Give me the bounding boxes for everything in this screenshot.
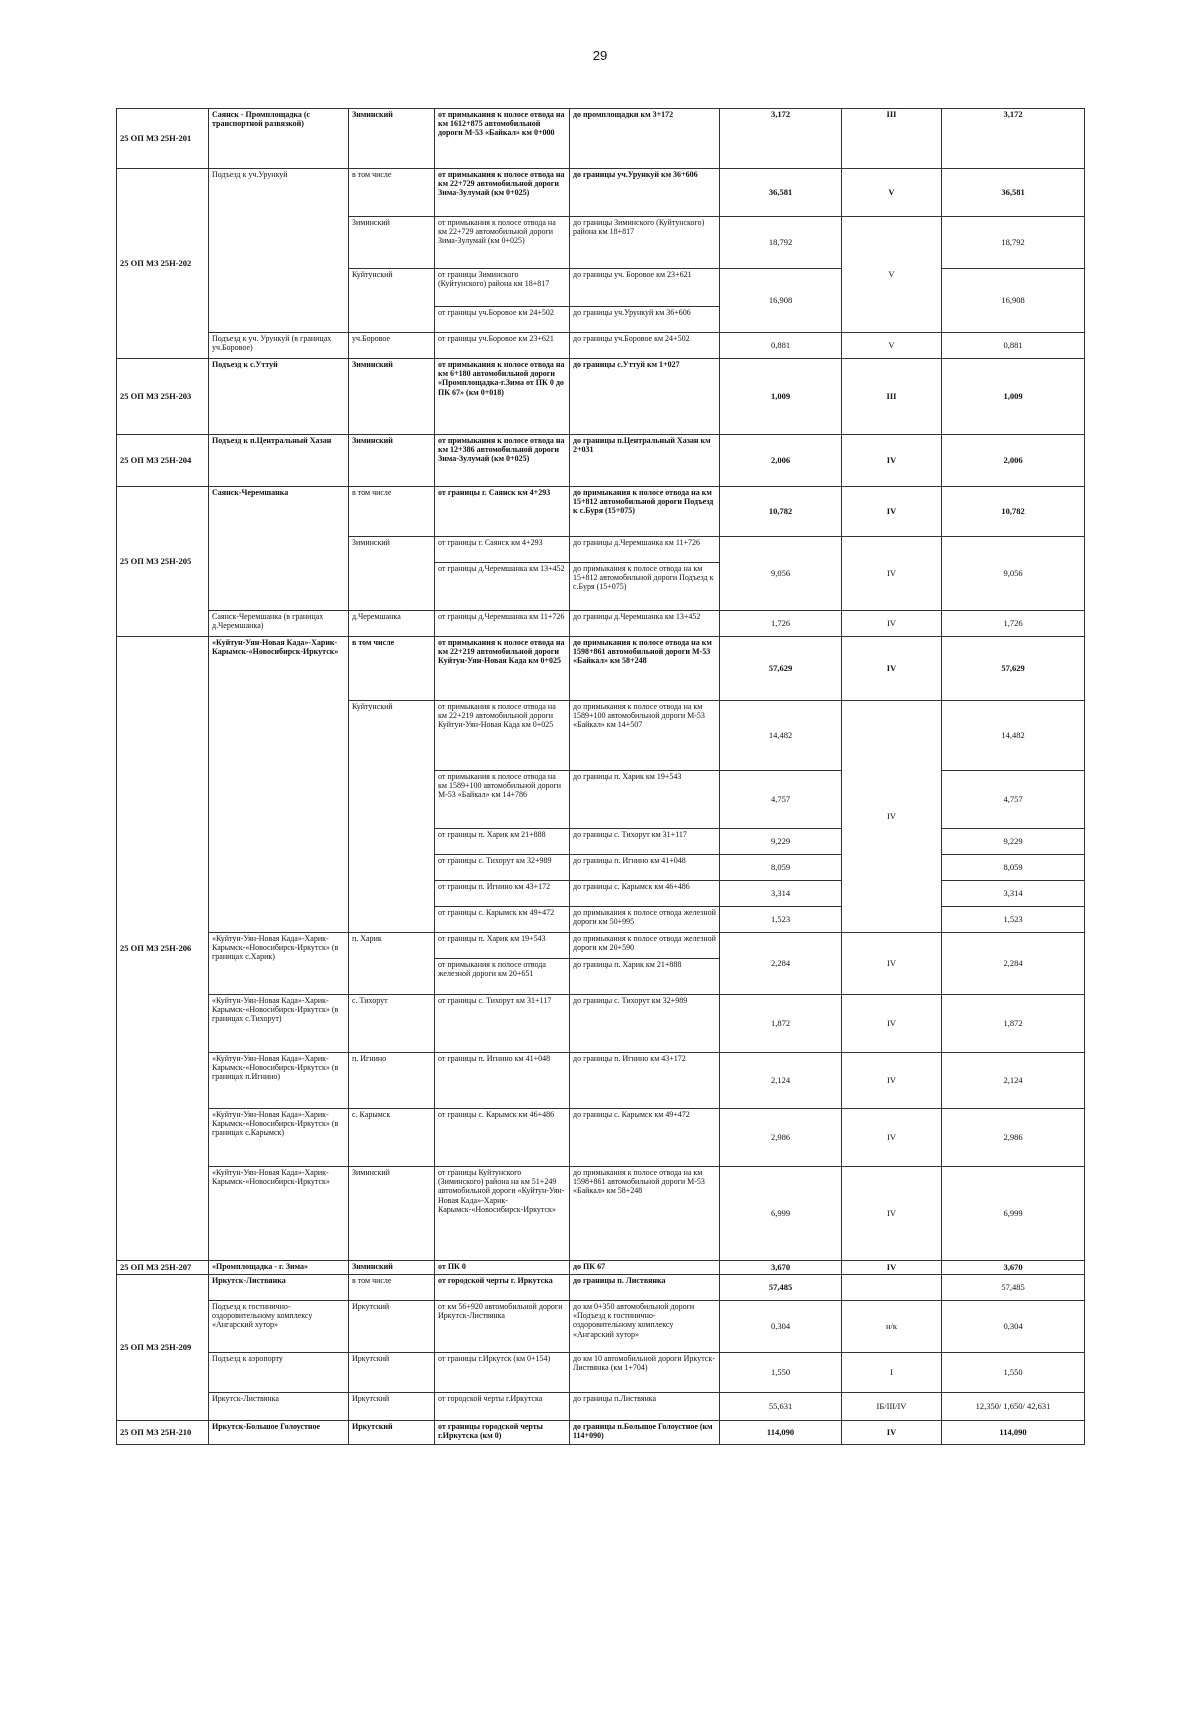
table-row	[117, 637, 1085, 701]
segment-to: до границы с. Карымск км 49+472	[570, 1109, 720, 1167]
district: Зиминский	[349, 1261, 435, 1275]
segment-from: от границы с. Тихорут км 31+117	[435, 995, 570, 1053]
district: в том числе	[349, 169, 435, 217]
district: д.Черемшанка	[349, 611, 435, 637]
segment-length: 6,999	[720, 1167, 842, 1261]
length-total: 2,006	[942, 435, 1085, 487]
length-total: 0,881	[942, 333, 1085, 359]
table-row	[117, 435, 1085, 487]
segment-from: от границы уч.Боровое км 24+502	[435, 307, 570, 333]
length-total: 4,757	[942, 771, 1085, 829]
road-category: IV	[842, 1421, 942, 1445]
road-category: III	[842, 109, 942, 169]
segment-from: от границы Зиминского (Куйтунского) района км 18+817	[435, 269, 570, 307]
segment-length: 10,782	[720, 487, 842, 537]
segment-from: от границы с. Карымск км 49+472	[435, 907, 570, 933]
segment-to: до примыкания к полосе отвода железной дороги км 50+995	[570, 907, 720, 933]
road-category: V	[842, 217, 942, 333]
segment-length: 16,908	[720, 269, 842, 333]
road-name: Подъезд к аэропорту	[209, 1353, 349, 1393]
segment-from: от городской черты г.Иркутска	[435, 1393, 570, 1421]
segment-to: до границы Зиминского (Куйтунского) района км 18+817	[570, 217, 720, 269]
segment-to: до примыкания к полосе отвода железной дороги км 20+590	[570, 933, 720, 959]
length-total: 18,792	[942, 217, 1085, 269]
table-row	[117, 109, 1085, 169]
road-name: Иркутск-Большое Голоустное	[209, 1421, 349, 1445]
segment-to: до границы уч.Урункуй км 36+606	[570, 169, 720, 217]
road-category: V	[842, 333, 942, 359]
length-total: 57,629	[942, 637, 1085, 701]
segment-from: от км 56+920 автомобильной дороги Иркутск-Листвянка	[435, 1301, 570, 1353]
segment-length: 1,009	[720, 359, 842, 435]
segment-length: 2,284	[720, 933, 842, 995]
segment-to: до границы п. Листвянка	[570, 1275, 720, 1301]
road-register-table	[116, 108, 1085, 1445]
table-row	[117, 169, 1085, 217]
segment-from: от границы уч.Боровое км 23+621	[435, 333, 570, 359]
segment-to: до границы п. Игнино км 41+048	[570, 855, 720, 881]
segment-from: от городской черты г. Иркутска	[435, 1275, 570, 1301]
segment-length: 3,314	[720, 881, 842, 907]
table-row	[117, 1301, 1085, 1353]
road-name: Подъезд к п.Центральный Хазан	[209, 435, 349, 487]
length-total: 12,350/ 1,650/ 42,631	[942, 1393, 1085, 1421]
table-row	[117, 1353, 1085, 1393]
district: Зиминский	[349, 435, 435, 487]
road-name: «Куйтун-Уян-Новая Када»-Харик-Карымск-«Новосибирск-Иркутск» (в границах п.Игнино)	[209, 1053, 349, 1109]
segment-length: 114,090	[720, 1421, 842, 1445]
road-name: Подъезд к уч. Урункуй (в границах уч.Боровое)	[209, 333, 349, 359]
table-row	[117, 487, 1085, 537]
road-name: Подъезд к гостинично-оздоровительному комплексу «Ангарский хутор»	[209, 1301, 349, 1353]
table-row	[117, 333, 1085, 359]
segment-to: до границы п.Большое Голоустное (км 114+090)	[570, 1421, 720, 1445]
district: п. Харик	[349, 933, 435, 995]
segment-to: до границы уч.Урункуй км 36+606	[570, 307, 720, 333]
table-row	[117, 1421, 1085, 1445]
table-row	[117, 1393, 1085, 1421]
road-category: IБ/III/IV	[842, 1393, 942, 1421]
district: Куйтунский	[349, 701, 435, 933]
segment-from: от границы г. Саянск км 4+293	[435, 487, 570, 537]
segment-from: от границы с. Карымск км 46+486	[435, 1109, 570, 1167]
length-total: 2,986	[942, 1109, 1085, 1167]
road-code: 25 ОП МЗ 25Н-206	[117, 637, 209, 1261]
segment-length: 2,124	[720, 1053, 842, 1109]
segment-length: 4,757	[720, 771, 842, 829]
segment-length: 1,872	[720, 995, 842, 1053]
road-name: «Куйтун-Уян-Новая Када»-Харик-Карымск-«Новосибирск-Иркутск» (в границах с.Харик)	[209, 933, 349, 995]
segment-length: 2,986	[720, 1109, 842, 1167]
table-row	[117, 359, 1085, 435]
road-code: 25 ОП МЗ 25Н-209	[117, 1275, 209, 1421]
road-name: Саянск - Промплощадка (с транспортной развязкой)	[209, 109, 349, 169]
road-name: «Куйтун-Уян-Новая Када»-Харик-Карымск-«Новосибирск-Иркутск» (в границах с.Тихорут)	[209, 995, 349, 1053]
segment-from: от границы городской черты г.Иркутска (км 0)	[435, 1421, 570, 1445]
road-name: Саянск-Черемшанка (в границах д.Черемшанка)	[209, 611, 349, 637]
segment-length: 9,229	[720, 829, 842, 855]
length-total: 1,726	[942, 611, 1085, 637]
segment-to: до примыкания к полосе отвода на км 1598+861 автомобильной дороги М-53 «Байкал» км 58+248	[570, 637, 720, 701]
length-total: 3,314	[942, 881, 1085, 907]
district: Иркутский	[349, 1353, 435, 1393]
segment-from: от примыкания к полосе отвода на км 22+729 автомобильной дороги Зима-Зулумай (км 0+025)	[435, 169, 570, 217]
length-total: 9,229	[942, 829, 1085, 855]
road-code: 25 ОП МЗ 25Н-207	[117, 1261, 209, 1275]
segment-to: до границы с. Карымск км 46+486	[570, 881, 720, 907]
segment-to: до границы уч.Боровое км 24+502	[570, 333, 720, 359]
length-total: 1,872	[942, 995, 1085, 1053]
segment-to: до границы д.Черемшанка км 11+726	[570, 537, 720, 563]
road-category: IV	[842, 701, 942, 933]
road-name: Саянск-Черемшанка	[209, 487, 349, 611]
district: в том числе	[349, 637, 435, 701]
segment-to: до примыкания к полосе отвода на км 15+812 автомобильной дороги Подъезд к с.Буря (15+075)	[570, 563, 720, 611]
segment-length: 55,631	[720, 1393, 842, 1421]
segment-to: до примыкания к полосе отвода на км 1598+861 автомобильной дороги М-53 «Байкал» км 58+248	[570, 1167, 720, 1261]
segment-from: от примыкания к полосе отвода на км 1589+100 автомобильной дороги М-53 «Байкал» км 14+786	[435, 771, 570, 829]
segment-length: 1,726	[720, 611, 842, 637]
road-category: IV	[842, 1261, 942, 1275]
segment-from: от ПК 0	[435, 1261, 570, 1275]
road-code: 25 ОП МЗ 25Н-202	[117, 169, 209, 359]
length-total: 1,550	[942, 1353, 1085, 1393]
length-total: 6,999	[942, 1167, 1085, 1261]
length-total: 14,482	[942, 701, 1085, 771]
segment-to: до км 10 автомобильной дороги Иркутск-Листвянка (км 1+704)	[570, 1353, 720, 1393]
road-category: III	[842, 359, 942, 435]
segment-to: до границы с. Тихорут км 32+989	[570, 995, 720, 1053]
segment-to: до границы п.Листвянка	[570, 1393, 720, 1421]
road-category: IV	[842, 1053, 942, 1109]
segment-length: 0,304	[720, 1301, 842, 1353]
length-total: 0,304	[942, 1301, 1085, 1353]
segment-length: 1,523	[720, 907, 842, 933]
segment-length: 1,550	[720, 1353, 842, 1393]
table-row	[117, 1053, 1085, 1109]
length-total: 9,056	[942, 537, 1085, 611]
segment-to: до примыкания к полосе отвода на км 1589+100 автомобильной дороги М-53 «Байкал» км 14+507	[570, 701, 720, 771]
road-category: IV	[842, 487, 942, 537]
segment-from: от примыкания к полосе отвода на км 22+219 автомобильной дороги Куйтун-Уян-Новая Када км 0+025	[435, 637, 570, 701]
segment-to: до ПК 67	[570, 1261, 720, 1275]
segment-from: от границы п. Харик км 21+888	[435, 829, 570, 855]
district: Иркутский	[349, 1301, 435, 1353]
segment-to: до примыкания к полосе отвода на км 15+812 автомобильной дороги Подъезд к с.Буря (15+075)	[570, 487, 720, 537]
road-name: «Куйтун-Уян-Новая Када»-Харик-Карымск-«Новосибирск-Иркутск»	[209, 1167, 349, 1261]
segment-length: 9,056	[720, 537, 842, 611]
district: Зиминский	[349, 1167, 435, 1261]
segment-length: 0,881	[720, 333, 842, 359]
road-category: IV	[842, 1167, 942, 1261]
segment-to: до км 0+350 автомобильной дороги «Подъезд к гостинично-оздоровительному комплексу «Ангарский хутор»	[570, 1301, 720, 1353]
table-row	[117, 1109, 1085, 1167]
road-name: Подъезд к с.Уттуй	[209, 359, 349, 435]
road-code: 25 ОП МЗ 25Н-201	[117, 109, 209, 169]
segment-from: от примыкания к полосе отвода на км 12+386 автомобильной дороги Зима-Зулумай (км 0+025)	[435, 435, 570, 487]
segment-from: от границы г. Саянск км 4+293	[435, 537, 570, 563]
road-code: 25 ОП МЗ 25Н-210	[117, 1421, 209, 1445]
segment-from: от границы п. Игнино км 41+048	[435, 1053, 570, 1109]
road-category: IV	[842, 611, 942, 637]
road-name: «Куйтун-Уян-Новая Када»-Харик-Карымск-«Новосибирск-Иркутск» (в границах с.Карымск)	[209, 1109, 349, 1167]
district: Иркутский	[349, 1393, 435, 1421]
segment-length: 18,792	[720, 217, 842, 269]
segment-to: до границы п.Центральный Хазан км 2+031	[570, 435, 720, 487]
road-name: «Промплощадка - г. Зима»	[209, 1261, 349, 1275]
road-category: IV	[842, 995, 942, 1053]
table-row	[117, 933, 1085, 959]
segment-to: до промплощадки км 3+172	[570, 109, 720, 169]
segment-from: от примыкания к полосе отвода на км 22+729 автомобильной дороги Зима-Зулумай (км 0+025)	[435, 217, 570, 269]
road-name: Иркутск-Листвянка	[209, 1275, 349, 1301]
length-total: 2,284	[942, 933, 1085, 995]
length-total: 114,090	[942, 1421, 1085, 1445]
district: в том числе	[349, 1275, 435, 1301]
length-total: 57,485	[942, 1275, 1085, 1301]
length-total: 16,908	[942, 269, 1085, 333]
segment-from: от границы п. Игнино км 43+172	[435, 881, 570, 907]
length-total: 3,172	[942, 109, 1085, 169]
road-category: V	[842, 169, 942, 217]
road-code: 25 ОП МЗ 25Н-204	[117, 435, 209, 487]
road-category: IV	[842, 537, 942, 611]
road-name: «Куйтун-Уян-Новая Када»-Харик-Карымск-«Новосибирск-Иркутск»	[209, 637, 349, 933]
segment-to: до границы п. Харик км 21+888	[570, 959, 720, 995]
road-code: 25 ОП МЗ 25Н-203	[117, 359, 209, 435]
length-total: 36,581	[942, 169, 1085, 217]
district: Зиминский	[349, 109, 435, 169]
segment-length: 36,581	[720, 169, 842, 217]
district: Зиминский	[349, 537, 435, 611]
table-row	[117, 611, 1085, 637]
segment-from: от границы д.Черемшанка км 13+452	[435, 563, 570, 611]
segment-from: от примыкания к полосе отвода на км 6+180 автомобильной дороги «Промплощадка-г.Зима от ПК 0 до ПК 67» (км 0+018)	[435, 359, 570, 435]
table-row	[117, 995, 1085, 1053]
segment-from: от границы Куйтунского (Зиминского) района на км 51+249 автомобильной дороги «Куйтун-Уян-Новая Када»-Харик-Карымск-«Новосибирск-Иркутск»	[435, 1167, 570, 1261]
district: с. Тихорут	[349, 995, 435, 1053]
length-total: 10,782	[942, 487, 1085, 537]
length-total: 8,059	[942, 855, 1085, 881]
road-category: IV	[842, 637, 942, 701]
district: Зиминский	[349, 359, 435, 435]
table-row	[117, 1275, 1085, 1301]
district: в том числе	[349, 487, 435, 537]
road-name: Подъезд к уч.Урункуй	[209, 169, 349, 333]
segment-length: 3,670	[720, 1261, 842, 1275]
segment-length: 57,485	[720, 1275, 842, 1301]
district: с. Карымск	[349, 1109, 435, 1167]
district: Зиминский	[349, 217, 435, 269]
road-category: IV	[842, 1109, 942, 1167]
segment-to: до границы с.Уттуй км 1+027	[570, 359, 720, 435]
segment-from: от границы г.Иркутск (км 0+154)	[435, 1353, 570, 1393]
segment-to: до границы п. Игнино км 43+172	[570, 1053, 720, 1109]
table-row	[117, 1261, 1085, 1275]
road-category	[842, 1275, 942, 1301]
segment-from: от границы д.Черемшанка км 11+726	[435, 611, 570, 637]
segment-from: от примыкания к полосе отвода на км 1612+875 автомобильной дороги М-53 «Байкал» км 0+000	[435, 109, 570, 169]
district: уч.Боровое	[349, 333, 435, 359]
road-category: IV	[842, 435, 942, 487]
length-total: 1,009	[942, 359, 1085, 435]
district: Куйтунский	[349, 269, 435, 333]
segment-length: 2,006	[720, 435, 842, 487]
length-total: 2,124	[942, 1053, 1085, 1109]
road-code: 25 ОП МЗ 25Н-205	[117, 487, 209, 637]
segment-to: до границы д.Черемшанка км 13+452	[570, 611, 720, 637]
segment-to: до границы с. Тихорут км 31+117	[570, 829, 720, 855]
page-number: 29	[592, 48, 608, 63]
segment-from: от примыкания к полосе отвода на км 22+219 автомобильной дороги Куйтун-Уян-Новая Када км 0+025	[435, 701, 570, 771]
segment-from: от границы с. Тихорут км 32+989	[435, 855, 570, 881]
road-name: Иркутск-Листвянка	[209, 1393, 349, 1421]
segment-length: 14,482	[720, 701, 842, 771]
segment-length: 57,629	[720, 637, 842, 701]
segment-length: 8,059	[720, 855, 842, 881]
segment-to: до границы уч. Боровое км 23+621	[570, 269, 720, 307]
segment-length: 3,172	[720, 109, 842, 169]
district: п. Игнино	[349, 1053, 435, 1109]
segment-from: от границы п. Харик км 19+543	[435, 933, 570, 959]
district: Иркутский	[349, 1421, 435, 1445]
segment-to: до границы п. Харик км 19+543	[570, 771, 720, 829]
road-category: IV	[842, 933, 942, 995]
road-category: I	[842, 1353, 942, 1393]
length-total: 3,670	[942, 1261, 1085, 1275]
length-total: 1,523	[942, 907, 1085, 933]
segment-from: от примыкания к полосе отвода железной дороги км 20+651	[435, 959, 570, 995]
table-row	[117, 1167, 1085, 1261]
road-category: н/к	[842, 1301, 942, 1353]
